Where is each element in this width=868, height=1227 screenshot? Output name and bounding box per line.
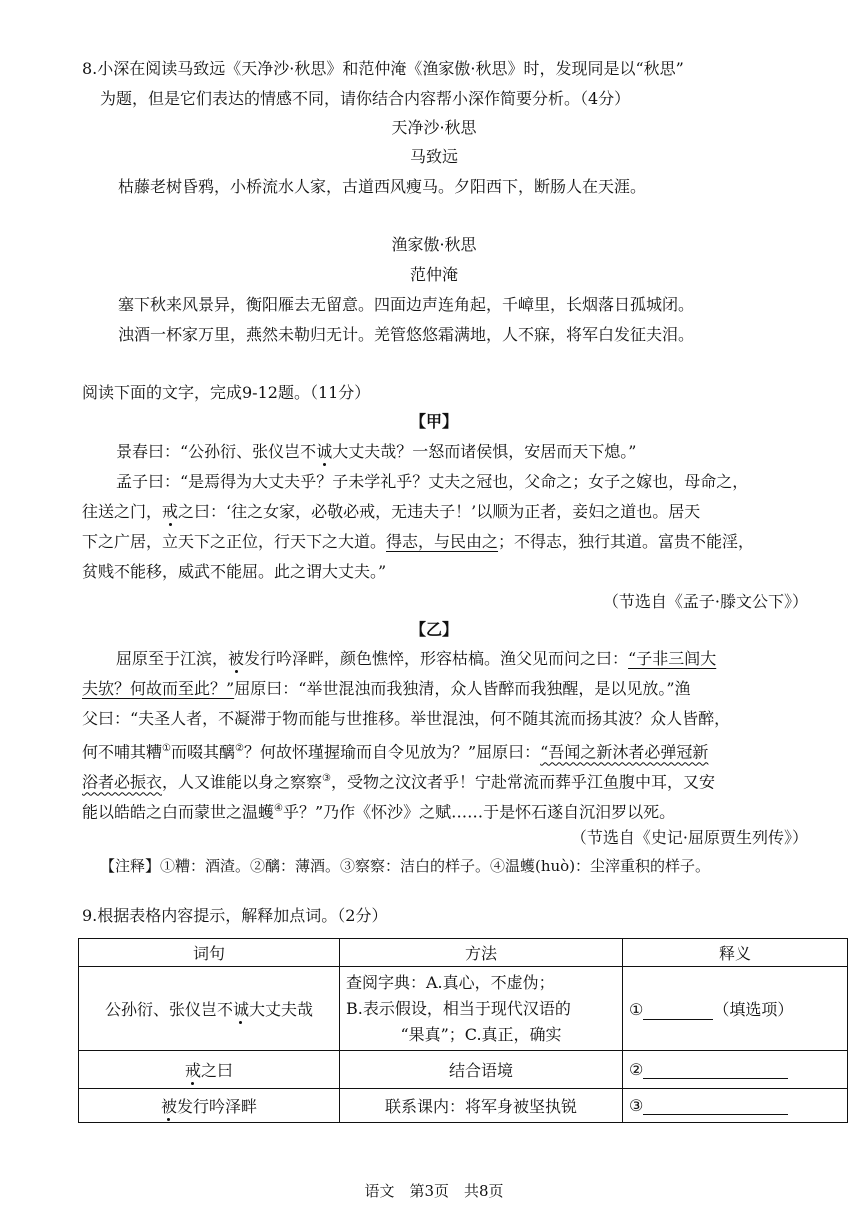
poem2-author: 范仲淹: [409, 265, 458, 284]
jia-line3: [82, 501, 700, 523]
method-text: 查阅字典：A.真心，不虚伪；: [346, 972, 555, 992]
underlined-sentence: “子非三闾大: [628, 649, 717, 668]
note-marker: ④: [274, 803, 283, 814]
underlined-sentence: 夫欤？何故而至此？”: [82, 679, 235, 698]
q8-prompt-line2: 为题，但是它们表达的情感不同，请你结合内容帮小深作简要分析。（4分）: [100, 89, 631, 108]
answer-cell: [623, 967, 848, 1051]
yi-text: 屈原至于江滨，: [116, 649, 229, 668]
jia-text: 之曰：‘往之女家，必敬必戒，无违夫子！’以顺为正者，妾妇之道也。居天: [178, 502, 701, 521]
table-header-row: [79, 939, 848, 967]
jia-line5: 贫贱不能移，威武不能屈。此之谓大丈夫。”: [82, 562, 387, 581]
yi-text: 何不哺其糟: [82, 742, 163, 762]
table-row: [79, 1089, 848, 1123]
jia-text: ；不得志，独行其道。富贵不能淫，: [498, 532, 755, 551]
column-header: 方法: [340, 939, 623, 967]
reading-intro: 阅读下面的文字，完成9-12题。（11分）: [82, 383, 371, 402]
answer-cell: [623, 1089, 848, 1123]
yi-text: 发行吟泽畔，颜色憔悴，形容枯槁。渔父见而问之曰：: [244, 649, 629, 668]
q9-table: [78, 938, 848, 1123]
yi-text: ？何故怀瑾握瑜而自令见放为？”屈原曰：: [243, 742, 541, 762]
yi-line1: [116, 648, 716, 670]
yi-heading: 【乙】: [409, 620, 458, 639]
phrase-text: 发行吟泽畔: [177, 1097, 258, 1116]
method-cell: 结合语境: [340, 1051, 623, 1089]
jia-line4: [82, 531, 754, 553]
jia-text: 下之广居，立天下之正位，行天下之大道。: [82, 532, 387, 551]
jia-line1: [116, 441, 636, 463]
dotted-word: 戒: [184, 1061, 201, 1080]
column-header: 释义: [623, 939, 848, 967]
answer-number: ②: [629, 1060, 644, 1079]
jia-text: 大丈夫哉？一怒而诸侯惧，安居而天下熄。”: [332, 442, 637, 461]
jia-heading: 【甲】: [409, 412, 458, 431]
method-cell: [340, 967, 623, 1051]
answer-number: ①: [629, 1000, 644, 1019]
yi-line5: [82, 768, 715, 793]
jia-line2: [116, 471, 748, 493]
wavy-underlined-sentence: “吾闻之新沐者必弹冠新: [540, 742, 709, 762]
dotted-word: 被: [228, 649, 245, 668]
dotted-word: 诚: [316, 442, 333, 461]
poem2-text-line2: 浊酒一杯家万里，燕然未勒归无计。羌管悠悠霜满地，人不寐，将军白发征夫泪。: [118, 325, 695, 344]
poem1-title: 天净沙·秋思: [391, 118, 477, 137]
method-text: “果真”；C.真正，确实: [400, 1024, 562, 1044]
yi-line6: [82, 798, 675, 823]
jia-text: ？子未学礼乎？丈夫之冠也，父命之；女子之嫁也，母命之，: [316, 472, 749, 491]
q9-prompt: 9.根据表格内容提示，解释加点词。（2分）: [82, 906, 388, 925]
phrase-text: 公孙衍、张仪岂不: [104, 1000, 233, 1019]
yi-source: （节选自《史记·屈原贾生列传》）: [570, 828, 808, 847]
yi-text: ，人又谁能以身之察察: [162, 772, 323, 792]
yi-line4: [82, 738, 708, 763]
underlined-sentence: 得志，与民由之: [386, 532, 499, 551]
poem2-text-line1: 塞下秋来风景异，衡阳雁去无留意。四面边声连角起，千嶂里，长烟落日孤城闭。: [118, 295, 695, 314]
q8-prompt-line1: 8.小深在阅读马致远《天净沙·秋思》和范仲淹《渔家傲·秋思》时，发现同是以“秋思”: [82, 59, 684, 78]
phrase-text: 之曰: [201, 1061, 234, 1080]
yi-text: 而啜其醨: [170, 742, 235, 762]
yi-text: 乎？”乃作《怀沙》之赋……于是怀石遂自沉汨罗以死。: [282, 802, 676, 822]
yi-text: ，受物之汶汶者乎！宁赴常流而葬乎江鱼腹中耳，又安: [331, 772, 716, 792]
note-marker: ②: [235, 743, 244, 754]
yi-text: 屈原曰：“举世混浊而我独清，众人皆醉而我独醒，是以见放。”渔: [234, 679, 691, 698]
yi-line2: [82, 678, 691, 700]
answer-number: ③: [629, 1096, 644, 1115]
dotted-word: 诚: [232, 1000, 249, 1019]
phrase-cell: [79, 967, 340, 1051]
jia-text: 孟子曰：“是焉得为大丈夫乎: [116, 472, 317, 491]
note-marker: ③: [322, 773, 331, 784]
method-cell: 联系课内：将军身被坚执锐: [340, 1089, 623, 1123]
column-header: 词句: [79, 939, 340, 967]
yi-line3: 父曰：“夫圣人者，不凝滞于物而能与世推移。举世混浊，何不随其流而扬其波？众人皆醉，: [82, 709, 731, 728]
jia-source: （节选自《孟子·滕文公下》）: [602, 592, 808, 611]
table-row: [79, 1051, 848, 1089]
wavy-underlined-sentence: 浴者必振衣: [82, 772, 163, 792]
answer-cell: [623, 1051, 848, 1089]
method-text: B.表示假设，相当于现代汉语的: [346, 998, 571, 1018]
poem1-author: 马致远: [409, 147, 458, 166]
table-row: [79, 967, 848, 1051]
dotted-word: 被: [160, 1097, 177, 1116]
answer-hint: （填选项）: [713, 1000, 794, 1019]
page-footer: 语文 第3页 共8页: [364, 1182, 504, 1200]
yi-annotation: 【注释】①糟：酒渣。②醨：薄酒。③察察：洁白的样子。④温蠖(huò)：尘滓重积的样子。: [100, 857, 711, 875]
answer-blank[interactable]: [643, 1062, 788, 1079]
poem1-text: 枯藤老树昏鸦，小桥流水人家，古道西风瘦马。夕阳西下，断肠人在天涯。: [118, 177, 647, 196]
jia-text: 景春曰：“公孙衍、张仪岂不: [116, 442, 317, 461]
yi-text: 能以皓皓之白而蒙世之温蠖: [82, 802, 275, 822]
answer-blank[interactable]: [643, 1003, 713, 1020]
answer-blank[interactable]: [643, 1098, 788, 1115]
phrase-text: 大丈夫哉: [249, 1000, 314, 1019]
dotted-word: 戒: [162, 502, 179, 521]
phrase-cell: [79, 1089, 340, 1123]
poem2-title: 渔家傲·秋思: [391, 235, 477, 254]
phrase-cell: [79, 1051, 340, 1089]
note-marker: ①: [162, 743, 171, 754]
jia-text: 往送之门，: [82, 502, 163, 521]
